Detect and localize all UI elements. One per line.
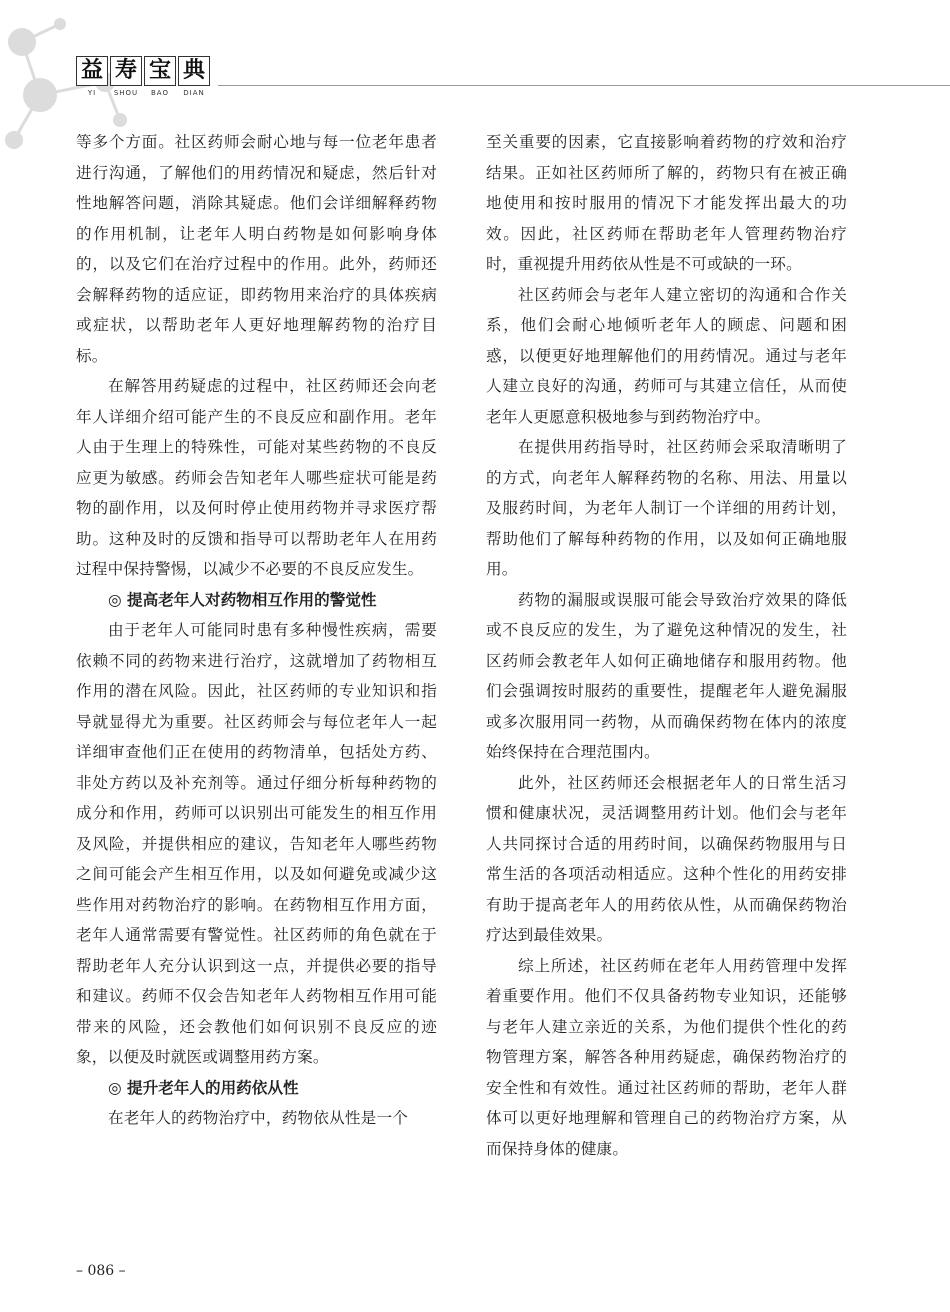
paragraph: 社区药师会与老年人建立密切的沟通和合作关系，他们会耐心地倾听老年人的顾虑、问题和困惑，以便更好地理解他们的用药情况。通过与老年人建立良好的沟通，药师可与其建立信任，从而使老年人更愿意积极地参与到药物治疗中。: [486, 285, 847, 426]
logo-pinyin: SHOU: [113, 89, 139, 97]
paragraph: 综上所述，社区药师在老年人用药管理中发挥着重要作用。他们不仅具备药物专业知识，还能够与老年人建立亲近的关系，为他们提供个性化的药物管理方案，解答各种用药疑虑，确保药物治疗的安全性和有效性。通过社区药师的帮助，老年人群体可以更好地理解和管理自己的药物治疗方案，从而保持身体的健康。: [486, 956, 847, 1158]
section-heading: ◎ 提升老年人的用药依从性: [107, 1077, 299, 1097]
left-column: [76, 127, 437, 1134]
paragraph: 在老年人的药物治疗中，药物依从性是一个: [107, 1109, 409, 1127]
paragraph: 至关重要的因素，它直接影响着药物的疗效和治疗结果。正如社区药师所了解的，药物只有在被正确地使用和按时服用的情况下才能发挥出最大的功效。因此，社区药师在帮助老年人管理药物治疗时，重视提升用药依从性是不可或缺的一环。: [486, 133, 847, 273]
logo-pinyin: DIAN: [183, 89, 205, 97]
right-column: [486, 127, 847, 1164]
logo-char: 益: [76, 56, 108, 86]
paragraph: 由于老年人可能同时患有多种慢性疾病，需要依赖不同的药物来进行治疗，这就增加了药物相互作用的潜在风险。因此，社区药师的专业知识和指导就显得尤为重要。社区药师会与每位老年人一起详细审查他们正在使用的药物清单，包括处方药、非处方药以及补充剂等。通过仔细分析每种药物的成分和作用，药师可以识别出可能发生的相互作用及风险，并提供相应的建议，告知老年人哪些药物之间可能会产生相互作用，以及如何避免或减少这些作用对药物治疗的影响。在药物相互作用方面，老年人通常需要有警觉性。社区药师的角色就在于帮助老年人充分认识到这一点，并提供必要的指导和建议。药师不仅会告知老年人药物相互作用可能带来的风险，还会教他们如何识别不良反应的迹象，以便及时就医或调整用药方案。: [76, 621, 437, 1066]
paragraph: 药物的漏服或误服可能会导致治疗效果的降低或不良反应的发生，为了避免这种情况的发生，社区药师会教老年人如何正确地储存和服用药物。他们会强调按时服药的重要性，提醒老年人避免漏服或多次服用同一药物，从而确保药物在体内的浓度始终保持在合理范围内。: [486, 590, 847, 761]
section-heading: ◎ 提高老年人对药物相互作用的警觉性: [107, 589, 377, 609]
logo-pinyin: YI: [87, 89, 97, 97]
paragraph: 等多个方面。社区药师会耐心地与每一位老年患者进行沟通，了解他们的用药情况和疑虑，然后针对性地解答问题，消除其疑虑。他们会详细解释药物的作用机制，让老年人明白药物是如何影响身体的，以及它们在治疗过程中的作用。此外，药师还会解释药物的适应证，即药物用来治疗的具体疾病或症状，以帮助老年人更好地理解药物的治疗目标。: [76, 133, 437, 365]
page-number: – 086 –: [76, 1263, 126, 1279]
book-title-logo: [76, 56, 210, 97]
logo-char: 寿: [110, 56, 142, 86]
paragraph: 在解答用药疑虑的过程中，社区药师还会向老年人详细介绍可能产生的不良反应和副作用。老年人由于生理上的特殊性，可能对某些药物的不良反应更为敏感。药师会告知老年人哪些症状可能是药物的副作用，以及何时停止使用药物并寻求医疗帮助。这种及时的反馈和指导可以帮助老年人在用药过程中保持警惕，以减少不必要的不良反应发生。: [76, 377, 437, 578]
paragraph: 此外，社区药师还会根据老年人的日常生活习惯和健康状况，灵活调整用药计划。他们会与老年人共同探讨合适的用药时间，以确保药物服用与日常生活的各项活动相适应。这种个性化的用药安排有助于提高老年人的用药依从性，从而确保药物治疗达到最佳效果。: [486, 773, 847, 944]
logo-pinyin: BAO: [151, 89, 169, 97]
logo-char: 典: [178, 56, 210, 86]
header-rule: [218, 85, 950, 86]
paragraph: 在提供用药指导时，社区药师会采取清晰明了的方式，向老年人解释药物的名称、用法、用量以及服药时间，为老年人制订一个详细的用药计划，帮助他们了解每种药物的作用，以及如何正确地服用。: [486, 438, 847, 578]
logo-char: 宝: [144, 56, 176, 86]
